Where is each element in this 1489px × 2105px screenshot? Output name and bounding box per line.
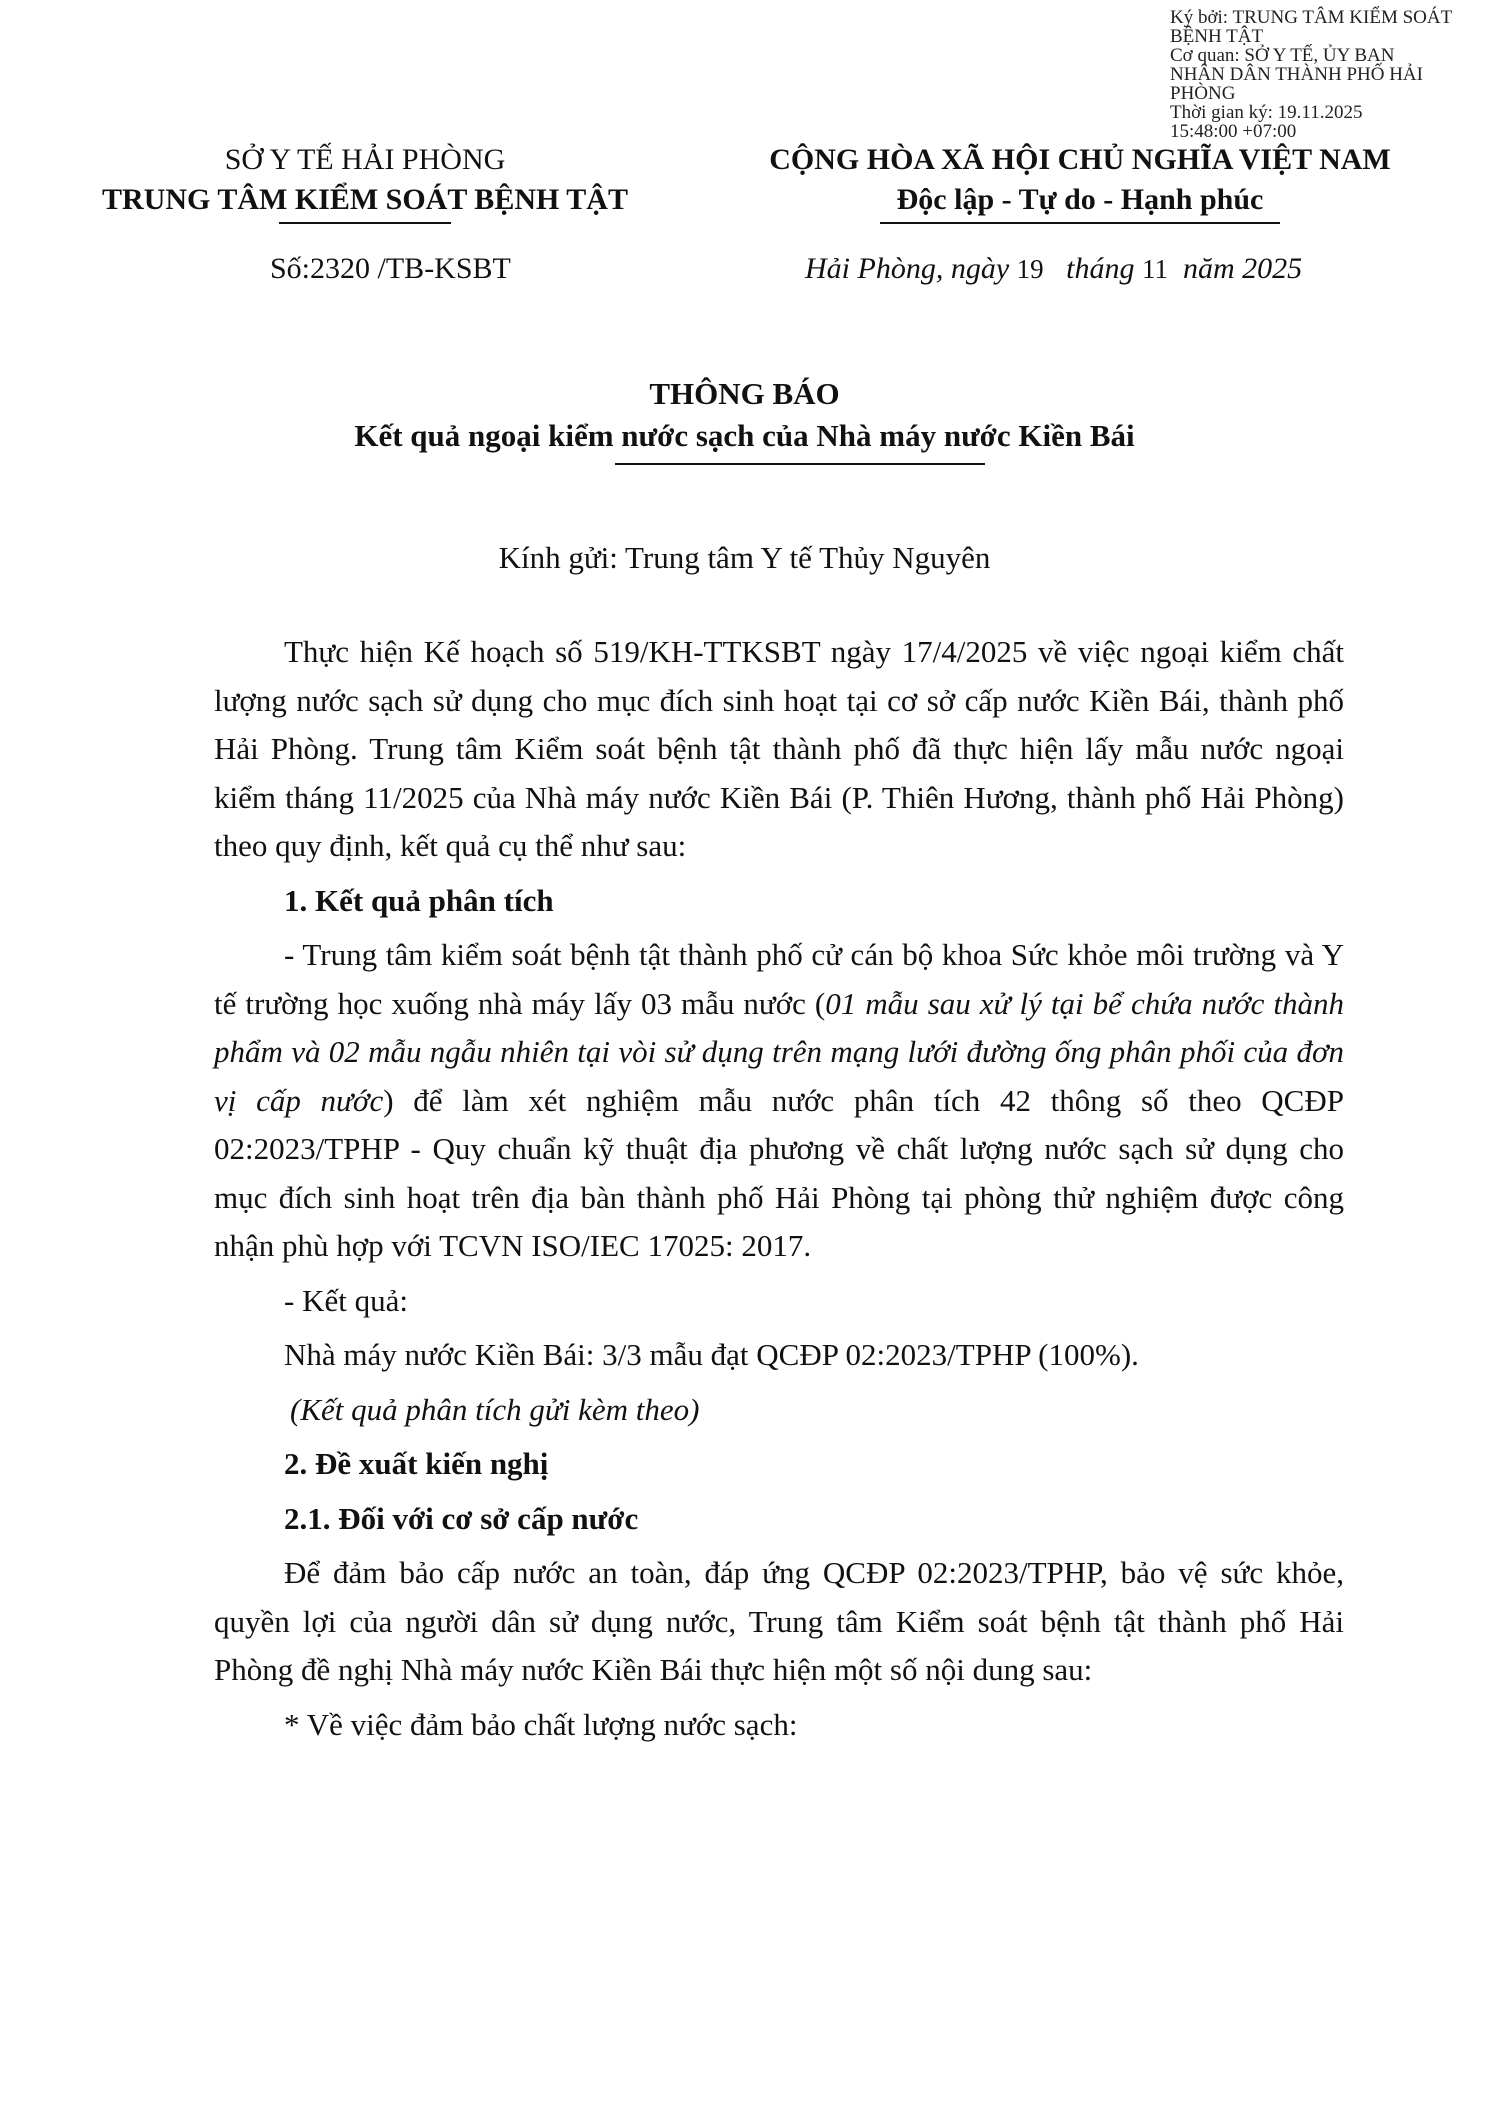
stamp-agency-line1: Cơ quan: SỞ Y TẾ, ỦY BAN (1170, 45, 1395, 66)
stamp-signer: Ký bởi: TRUNG TÂM KIỂM SOÁT BỆNH TẬT (1170, 7, 1452, 47)
recipient-line: Kính gửi: Trung tâm Y tế Thủy Nguyên (498, 540, 991, 575)
section-1-paragraph (214, 931, 1344, 1271)
date-prefix: Hải Phòng, ngày (805, 252, 1010, 285)
org-parent: SỞ Y TẾ HẢI PHÒNG (224, 143, 506, 176)
issuing-organization (100, 140, 630, 224)
stamp-agency-line3: PHÒNG (1170, 83, 1236, 104)
section-1-text-italic: 01 mẫu sau xử lý tại bể chứa nước thành phẩm và 02 mẫu ngẫu nhiên tại vòi sử dụng trên mạng lưới đường ống phân phối của đơn vị cấp nước (214, 985, 1345, 1118)
document-title (0, 373, 1489, 465)
document-body (214, 628, 1344, 1749)
title-underline (615, 463, 985, 465)
national-motto (700, 140, 1460, 224)
document-number: Số:2320 /TB-KSBT (270, 252, 511, 285)
digital-signature-stamp (1170, 8, 1470, 141)
date-year: năm 2025 (1182, 252, 1303, 285)
document-date (805, 252, 1302, 286)
result-label: - Kết quả: (284, 1282, 408, 1318)
section-2-heading: 2. Đề xuất kiến nghị (284, 1446, 549, 1481)
result-value: Nhà máy nước Kiền Bái: 3/3 mẫu đạt QCĐP 02:2023/TPHP (100%). (284, 1337, 1139, 1372)
section-2-1-item: * Về việc đảm bảo chất lượng nước sạch: (284, 1706, 798, 1742)
intro-paragraph: Thực hiện Kế hoạch số 519/KH-TTKSBT ngày 17/4/2025 về việc ngoại kiểm chất lượng nước sạch sử dụng cho mục đích sinh hoạt tại cơ sở cấp nước Kiền Bái, thành phố Hải Phòng. Trung tâm Kiểm soát bệnh tật thành phố đã thực hiện lấy mẫu nước ngoại kiểm tháng 11/2025 của Nhà máy nước Kiền Bái (P. Thiên Hương, thành phố Hải Phòng) theo quy định, kết quả cụ thể như sau: (214, 634, 1344, 863)
org-name: TRUNG TÂM KIỂM SOÁT BỆNH TẬT (102, 183, 628, 216)
nation-name: CỘNG HÒA XÃ HỘI CHỦ NGHĨA VIỆT NAM (769, 143, 1391, 176)
title-main: THÔNG BÁO (649, 376, 840, 411)
date-month-label: tháng (1066, 252, 1135, 285)
motto-underline (880, 222, 1280, 224)
org-underline (279, 222, 451, 224)
nation-motto: Độc lập - Tự do - Hạnh phúc (896, 183, 1264, 216)
date-month: 11 (1141, 254, 1168, 284)
section-2-1-heading: 2.1. Đối với cơ sở cấp nước (284, 1500, 639, 1536)
date-day: 19 (1016, 254, 1044, 284)
section-1-text-a: - Trung tâm kiểm soát bệnh tật thành phố cử cán bộ khoa Sức khỏe môi trường và Y tế trường học xuống nhà máy lấy 03 mẫu nước ( (214, 937, 1344, 1021)
stamp-time-extra: 15:48:00 +07:00 (1170, 121, 1297, 142)
section-2-1-paragraph: Để đảm bảo cấp nước an toàn, đáp ứng QCĐP 02:2023/TPHP, bảo vệ sức khỏe, quyền lợi của người dân sử dụng nước, Trung tâm Kiểm soát bệnh tật thành phố Hải Phòng đề nghị Nhà máy nước Kiền Bái thực hiện một số nội dung sau: (214, 1555, 1344, 1687)
attachment-note: (Kết quả phân tích gửi kèm theo) (290, 1391, 700, 1427)
title-sub: Kết quả ngoại kiểm nước sạch của Nhà máy nước Kiền Bái (354, 418, 1135, 453)
stamp-time: Thời gian ký: 19.11.2025 (1170, 102, 1363, 123)
section-1-text-b: ) để làm xét nghiệm mẫu nước phân tích 42 thông số theo QCĐP 02:2023/TPHP - Quy chuẩn kỹ thuật địa phương về chất lượng nước sạch sử dụng cho mục đích sinh hoạt trên địa bàn thành phố Hải Phòng tại phòng thử nghiệm được công nhận phù hợp với TCVN ISO/IEC 17025: 2017. (214, 1082, 1344, 1263)
stamp-agency-line2: NHÂN DÂN THÀNH PHỐ HẢI (1170, 64, 1423, 85)
section-1-heading: 1. Kết quả phân tích (284, 882, 554, 918)
